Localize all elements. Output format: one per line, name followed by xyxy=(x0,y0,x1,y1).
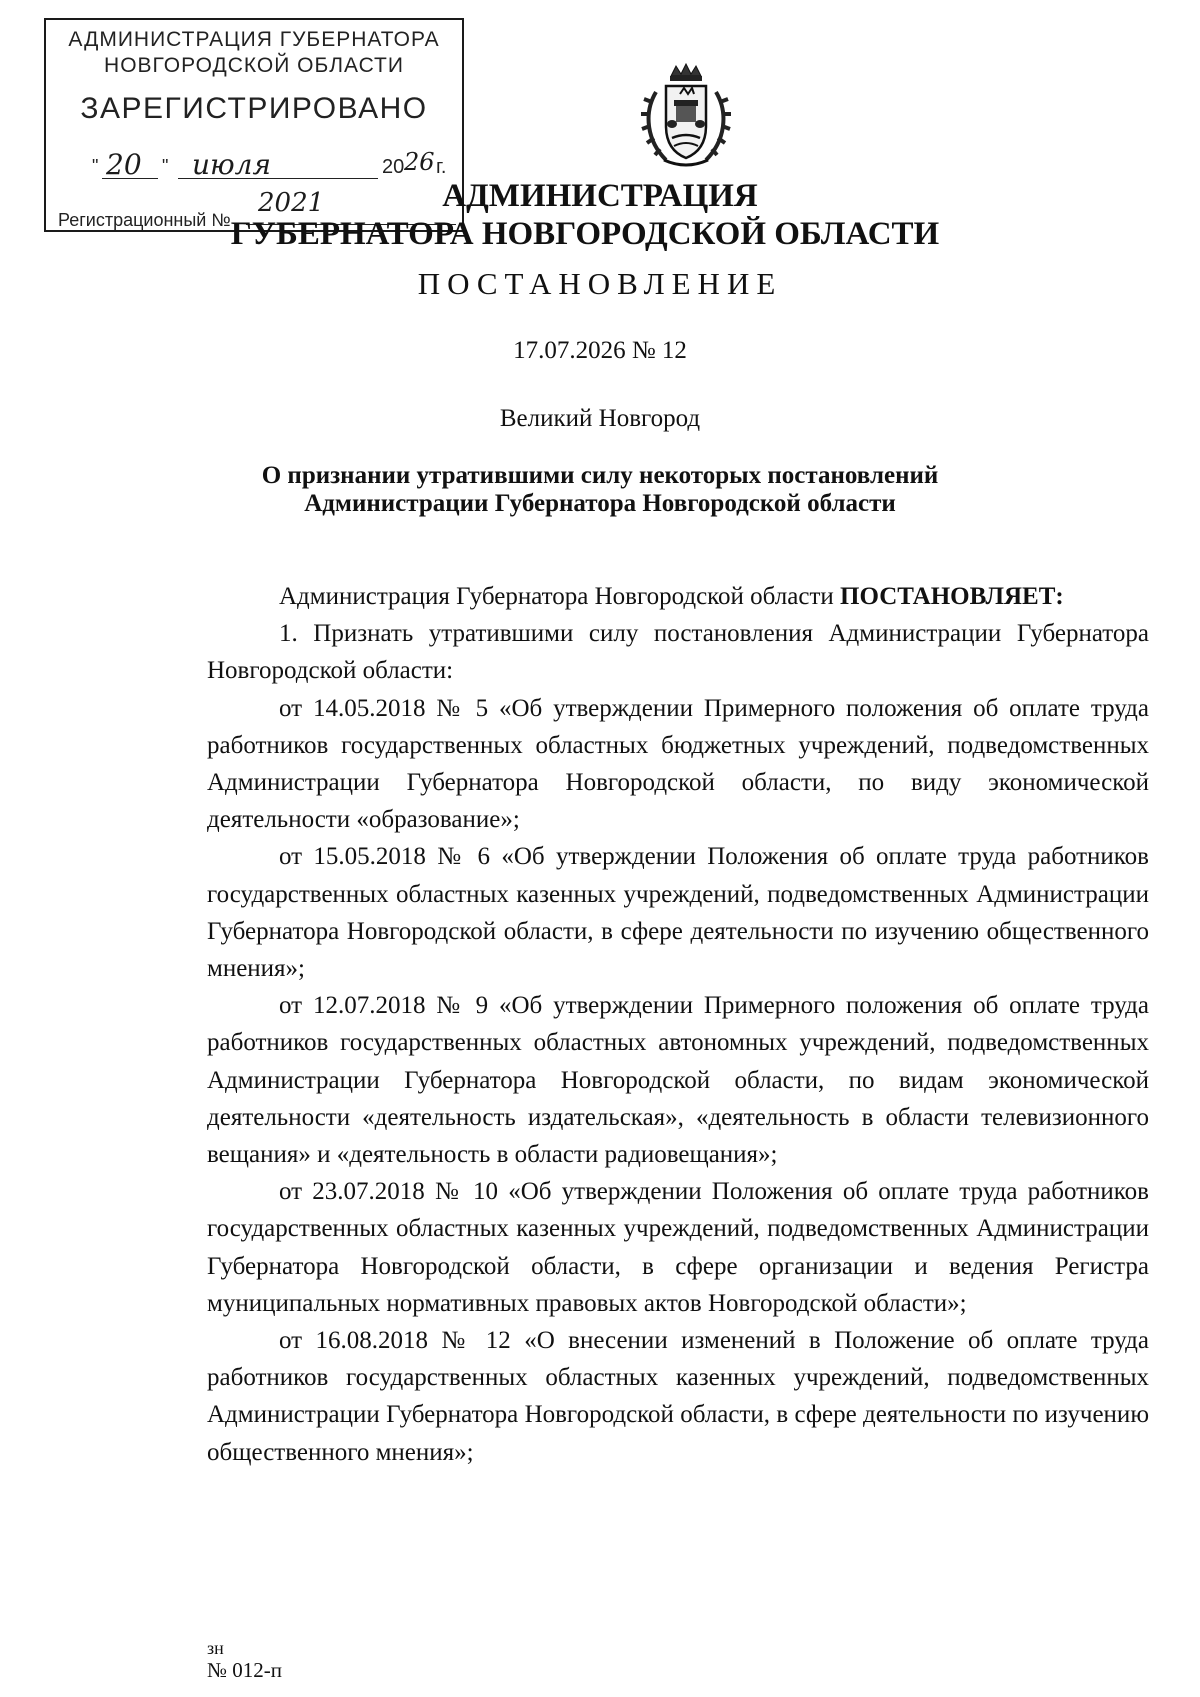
stamp-day: 20 xyxy=(106,148,142,181)
coat-of-arms-emblem xyxy=(636,62,736,172)
item-1: 1. Признать утратившими силу постановления Администрации Губернатора Новгородской области: xyxy=(207,620,1149,685)
stamp-date-row: " 20 " июля 20 26 г. xyxy=(92,148,447,181)
header-org-line1: АДМИНИСТРАЦИЯ xyxy=(442,178,758,214)
stamp-year-unit: г. xyxy=(436,156,447,178)
act-item: от 16.08.2018 № 12 «О внесении изменений в Положение об оплате труда работников государственных областных казенных учреждений, подведомственных Администрации Губернатора Новгородской области, в сфере деятельности по изучению общественного мнения»; xyxy=(207,1327,1149,1466)
act-item: от 14.05.2018 № 5 «Об утверждении Примерного положения об оплате труда работников государственных областных бюджетных учреждений, подведомственных Администрации Губернатора Новгородской области, по виду экономической деятельности «образование»; xyxy=(207,694,1149,834)
act-item: от 12.07.2018 № 9 «Об утверждении Примерного положения об оплате труда работников государственных областных автономных учреждений, подведомственных Администрации Губернатора Новгородской области, по видам экономической деятельности «деятельность издательская», «деятельность в области телевизионного вещания» и «деятельность в области радиовещания»; xyxy=(207,992,1149,1169)
stamp-registered: ЗАРЕГИСТРИРОВАНО xyxy=(80,92,428,125)
doc-subject xyxy=(130,462,1070,518)
preamble-action: ПОСТАНОВЛЯЕТ: xyxy=(840,583,1064,610)
stamp-year-suffix: 26 xyxy=(404,148,435,176)
doc-date-number: 17.07.2026 № 12 xyxy=(513,337,687,364)
act-item: от 23.07.2018 № 10 «Об утверждении Положения об оплате труда работников государственных областных казенных учреждений, подведомственных Администрации Губернатора Новгородской области, в сфере организации и ведения Регистра муниципальных нормативных правовых актов Новгородской области»; xyxy=(207,1178,1149,1317)
header-org-line2: ГУБЕРНАТОРА НОВГОРОДСКОЙ ОБЛАСТИ xyxy=(230,216,940,252)
stamp-org-line1: АДМИНИСТРАЦИЯ ГУБЕРНАТОРА xyxy=(68,28,440,51)
doc-city: Великий Новгород xyxy=(499,405,701,432)
stamp-org-line2: НОВГОРОДСКОЙ ОБЛАСТИ xyxy=(104,54,404,77)
doc-body xyxy=(207,578,1149,1471)
footer-code: зн xyxy=(207,1638,224,1658)
doc-footer xyxy=(207,1637,282,1681)
stamp-reg-number-label: Регистрационный № xyxy=(58,210,231,230)
stamp-year-prefix: 20 xyxy=(382,156,405,178)
act-item: от 15.05.2018 № 6 «Об утверждении Положения об оплате труда работников государственных областных казенных учреждений, подведомственных Администрации Губернатора Новгородской области, в сфере деятельности по изучению общественного мнения»; xyxy=(207,843,1149,983)
subject-line1: О признании утратившими силу некоторых постановлений xyxy=(261,462,939,489)
preamble xyxy=(207,578,1149,615)
footer-doc-ref: № 012-п xyxy=(207,1658,283,1682)
doc-type-title: ПОСТАНОВЛЕНИЕ xyxy=(417,266,783,301)
preamble-text: Администрация Губернатора Новгородской области xyxy=(279,583,834,610)
subject-line2: Администрации Губернатора Новгородской области xyxy=(304,490,896,517)
stamp-month: июля xyxy=(192,148,272,181)
stamp-reg-number: 2021 xyxy=(258,188,325,218)
